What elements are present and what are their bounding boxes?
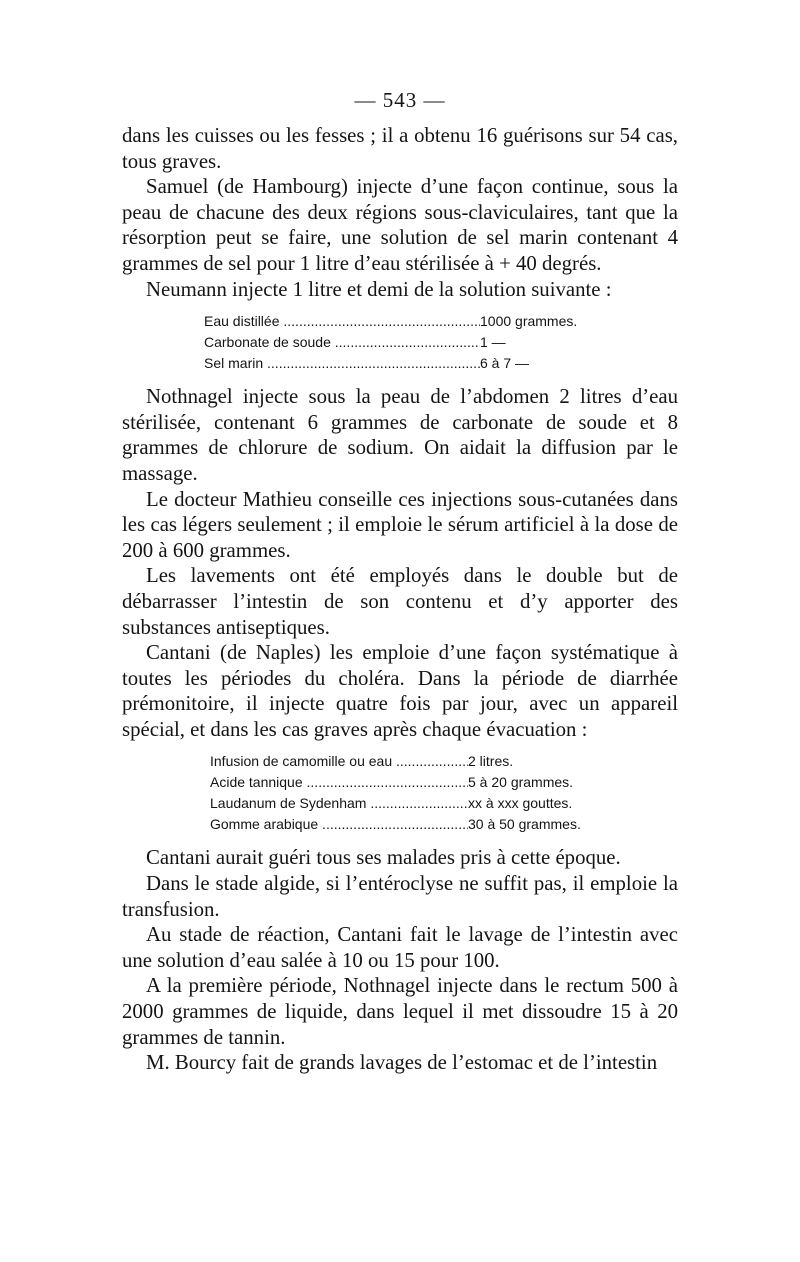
ingredient-name: Laudanum de Sydenham .....: [210, 793, 468, 814]
table-row: [204, 311, 678, 332]
paragraph: Cantani aurait guéri tous ses malades pris à cette époque.: [146, 846, 621, 870]
table-row: [204, 332, 678, 353]
text-section-a: [122, 123, 678, 302]
formula-table-cantani: [210, 751, 678, 835]
paragraph: Nothnagel injecte sous la peau de l’abdomen 2 litres d’eau stérilisée, contenant 6 grammes de carbonate de soude et 8 grammes de chlorure de sodium. On aidait la diffusion par le massage.: [122, 385, 678, 485]
table-row: [210, 814, 678, 835]
ingredient-name: Acide tannique .....: [210, 772, 468, 793]
table-row: [210, 751, 678, 772]
table-row: [210, 793, 678, 814]
page-number: — 543 —: [354, 88, 446, 112]
ingredient-quantity: 1000 grammes.: [480, 313, 578, 330]
ingredient-quantity: xx à xxx gouttes.: [468, 795, 573, 812]
table-row: [204, 353, 678, 374]
paragraph: Les lavements ont été employés dans le double but de débarrasser l’intestin de son contenu et d’y apporter des substances antiseptiques.: [122, 564, 678, 639]
paragraph: Dans le stade algide, si l’entéroclyse ne suffit pas, il emploie la transfusion.: [122, 872, 678, 921]
ingredient-name: Sel marin .....: [204, 353, 480, 374]
paragraph: Samuel (de Hambourg) injecte d’une façon continue, sous la peau de chacune des deux régions sous-claviculaires, tant que la résorption peut se faire, une solution de sel marin contenant 4 grammes de sel pour 1 litre d’eau stérilisée à + 40 degrés.: [122, 175, 678, 275]
paragraph: Cantani (de Naples) les emploie d’une façon systématique à toutes les périodes du choléra. Dans la période de diarrhée prémonitoire, il injecte quatre fois par jour, avec un appareil spécial, et dans les cas graves après chaque évacuation :: [122, 641, 678, 741]
ingredient-quantity: 5 à 20 grammes.: [468, 774, 574, 791]
paragraph: Le docteur Mathieu conseille ces injections sous-cutanées dans les cas légers seulement ; il emploie le sérum artificiel à la dose de 200 à 600 grammes.: [122, 487, 678, 562]
paragraph: Au stade de réaction, Cantani fait le lavage de l’intestin avec une solution d’eau salée à 10 ou 15 pour 100.: [122, 923, 678, 972]
text-section-b: [122, 384, 678, 742]
book-page: [122, 88, 678, 1076]
paragraph: M. Bourcy fait de grands lavages de l’estomac et de l’intestin: [146, 1051, 658, 1075]
ingredient-quantity: 6 à 7 —: [480, 355, 530, 372]
ingredient-quantity: 30 à 50 grammes.: [468, 816, 581, 833]
ingredient-name: Carbonate de soude .....: [204, 332, 480, 353]
ingredient-quantity: 1 —: [480, 334, 506, 351]
ingredient-quantity: 2 litres.: [468, 753, 514, 770]
text-section-c: [122, 845, 678, 1075]
ingredient-name: Gomme arabique .....: [210, 814, 468, 835]
paragraph: Neumann injecte 1 litre et demi de la solution suivante :: [146, 277, 612, 301]
formula-table-neumann: [204, 311, 678, 374]
paragraph: dans les cuisses ou les fesses ; il a obtenu 16 guérisons sur 54 cas, tous graves.: [122, 124, 678, 173]
ingredient-name: Eau distillée .....: [204, 311, 480, 332]
ingredient-name: Infusion de camomille ou eau .....: [210, 751, 468, 772]
table-row: [210, 772, 678, 793]
paragraph: A la première période, Nothnagel injecte dans le rectum 500 à 2000 grammes de liquide, dans lequel il met dissoudre 15 à 20 grammes de tannin.: [122, 974, 678, 1049]
